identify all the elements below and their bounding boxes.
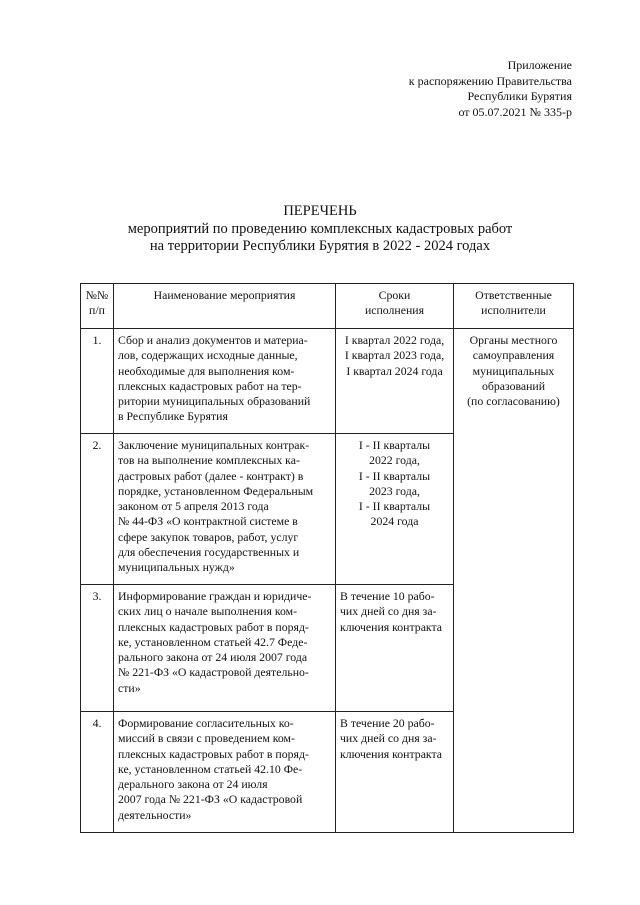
term-line: В течение 10 рабо- bbox=[340, 589, 435, 603]
row-measure bbox=[114, 434, 336, 585]
header-term bbox=[336, 284, 454, 329]
appendix-date-number: от 05.07.2021 № 335-р bbox=[458, 104, 572, 119]
row-number: 4. bbox=[81, 712, 114, 833]
measure-line: в Республике Бурятия bbox=[118, 409, 228, 424]
row-number: 3. bbox=[81, 585, 114, 712]
measure-line: для обеспечения государственных и bbox=[118, 545, 300, 560]
header-responsible-line-1: Ответственные bbox=[475, 288, 552, 302]
measure-line: деятельности» bbox=[118, 807, 192, 822]
row-number: 1. bbox=[81, 329, 114, 434]
measure-line: порядке, установленном Федеральным bbox=[118, 483, 314, 498]
header-term-line-1: Сроки bbox=[378, 288, 411, 302]
row-measure bbox=[114, 585, 336, 712]
term-line: I - II кварталы bbox=[358, 468, 431, 483]
row-measure bbox=[114, 329, 336, 434]
responsible-line: Органы местного bbox=[469, 333, 558, 347]
title-heading: ПЕРЕЧЕНЬ bbox=[283, 203, 357, 219]
measure-line: лов, содержащих исходные данные, bbox=[118, 348, 298, 363]
header-number bbox=[81, 284, 114, 329]
header-responsible-line-2: исполнители bbox=[481, 303, 546, 318]
header-number-line-1: №№ bbox=[85, 288, 109, 302]
term-line: 2024 года bbox=[370, 514, 419, 529]
title-line-1: мероприятий по проведению комплексных кадастровых работ bbox=[127, 221, 513, 237]
document-title bbox=[0, 203, 640, 255]
measure-line: тов на выполнение комплексных ка- bbox=[118, 453, 300, 468]
row-term bbox=[336, 434, 454, 585]
appendix-order-line: к распоряжению Правительства bbox=[408, 73, 572, 88]
header-number-line-2: п/п bbox=[89, 303, 105, 318]
measure-line: миссий в связи с проведением ком- bbox=[118, 731, 295, 746]
header-name bbox=[114, 284, 336, 329]
title-line-2: на территории Республики Бурятия в 2022 - 2024 годах bbox=[149, 238, 491, 254]
measure-line: № 44-ФЗ «О контрактной системе в bbox=[118, 514, 298, 529]
measure-line: № 221-ФЗ «О кадастровой деятельно- bbox=[118, 665, 309, 680]
responsible-line: образований bbox=[481, 378, 546, 393]
appendix-label: Приложение bbox=[507, 58, 572, 72]
term-line: I квартал 2023 года, bbox=[344, 348, 445, 363]
measure-line: ке, установленном статьей 42.10 Фе- bbox=[118, 761, 303, 776]
appendix-reference bbox=[372, 58, 572, 120]
term-line: чих дней со дня за- bbox=[340, 731, 437, 746]
measure-line: плексных кадастровых работ в поряд- bbox=[118, 746, 309, 761]
row-number: 2. bbox=[81, 434, 114, 585]
measure-line: Формирование согласительных ко- bbox=[118, 716, 294, 730]
term-line: ключения контракта bbox=[340, 619, 443, 634]
responsible-line: муниципальных bbox=[472, 363, 555, 378]
measure-line: необходимые для выполнения ком- bbox=[118, 363, 295, 378]
term-line: чих дней со дня за- bbox=[340, 604, 437, 619]
appendix-republic-line: Республики Бурятия bbox=[467, 89, 572, 103]
measure-line: Информирование граждан и юридиче- bbox=[118, 589, 312, 603]
row-term bbox=[336, 712, 454, 833]
measure-line: плексных кадастровых работ на тер- bbox=[118, 378, 302, 393]
measure-line: дерального закона от 24 июля bbox=[118, 777, 268, 792]
header-name-line-1: Наименование мероприятия bbox=[153, 288, 296, 302]
table-header-row bbox=[81, 284, 574, 329]
row-term bbox=[336, 585, 454, 712]
term-line: I - II кварталы bbox=[358, 438, 431, 452]
measure-line: муниципальных нужд» bbox=[118, 560, 235, 575]
responsible-line: (по согласованию) bbox=[467, 394, 560, 409]
term-line: 2023 года, bbox=[369, 483, 420, 498]
measure-line: плексных кадастровых работ в поряд- bbox=[118, 619, 309, 634]
measures-table bbox=[80, 283, 574, 833]
measure-line: ке, установленном статьей 42.7 Феде- bbox=[118, 634, 308, 649]
measure-line: дастровых работ (далее - контракт) в bbox=[118, 468, 304, 483]
measure-line: сфере закупок товаров, работ, услуг bbox=[118, 529, 299, 544]
measure-line: Сбор и анализ документов и материа- bbox=[118, 333, 308, 347]
measure-line: рального закона от 24 июля 2007 года bbox=[118, 650, 308, 665]
term-line: I - II кварталы bbox=[358, 499, 431, 514]
header-responsible bbox=[454, 284, 574, 329]
row-term bbox=[336, 329, 454, 434]
row-measure bbox=[114, 712, 336, 833]
term-line: I квартал 2024 года bbox=[346, 363, 443, 378]
measure-line: ских лиц о начале выполнения ком- bbox=[118, 604, 298, 619]
measure-line: Заключение муниципальных контрак- bbox=[118, 438, 310, 452]
header-term-line-2: исполнения bbox=[364, 303, 425, 318]
term-line: В течение 20 рабо- bbox=[340, 716, 435, 730]
measure-line: ритории муниципальных образований bbox=[118, 394, 311, 409]
term-line: ключения контракта bbox=[340, 746, 443, 761]
term-line: I квартал 2022 года, bbox=[344, 333, 445, 347]
table-row bbox=[81, 329, 574, 434]
term-line: 2022 года, bbox=[369, 453, 420, 468]
responsible-line: самоуправления bbox=[472, 348, 555, 363]
responsible-executors bbox=[454, 329, 574, 833]
measure-line: законом от 5 апреля 2013 года bbox=[118, 499, 269, 514]
measure-line: сти» bbox=[118, 680, 141, 695]
measure-line: 2007 года № 221-ФЗ «О кадастровой bbox=[118, 792, 303, 807]
